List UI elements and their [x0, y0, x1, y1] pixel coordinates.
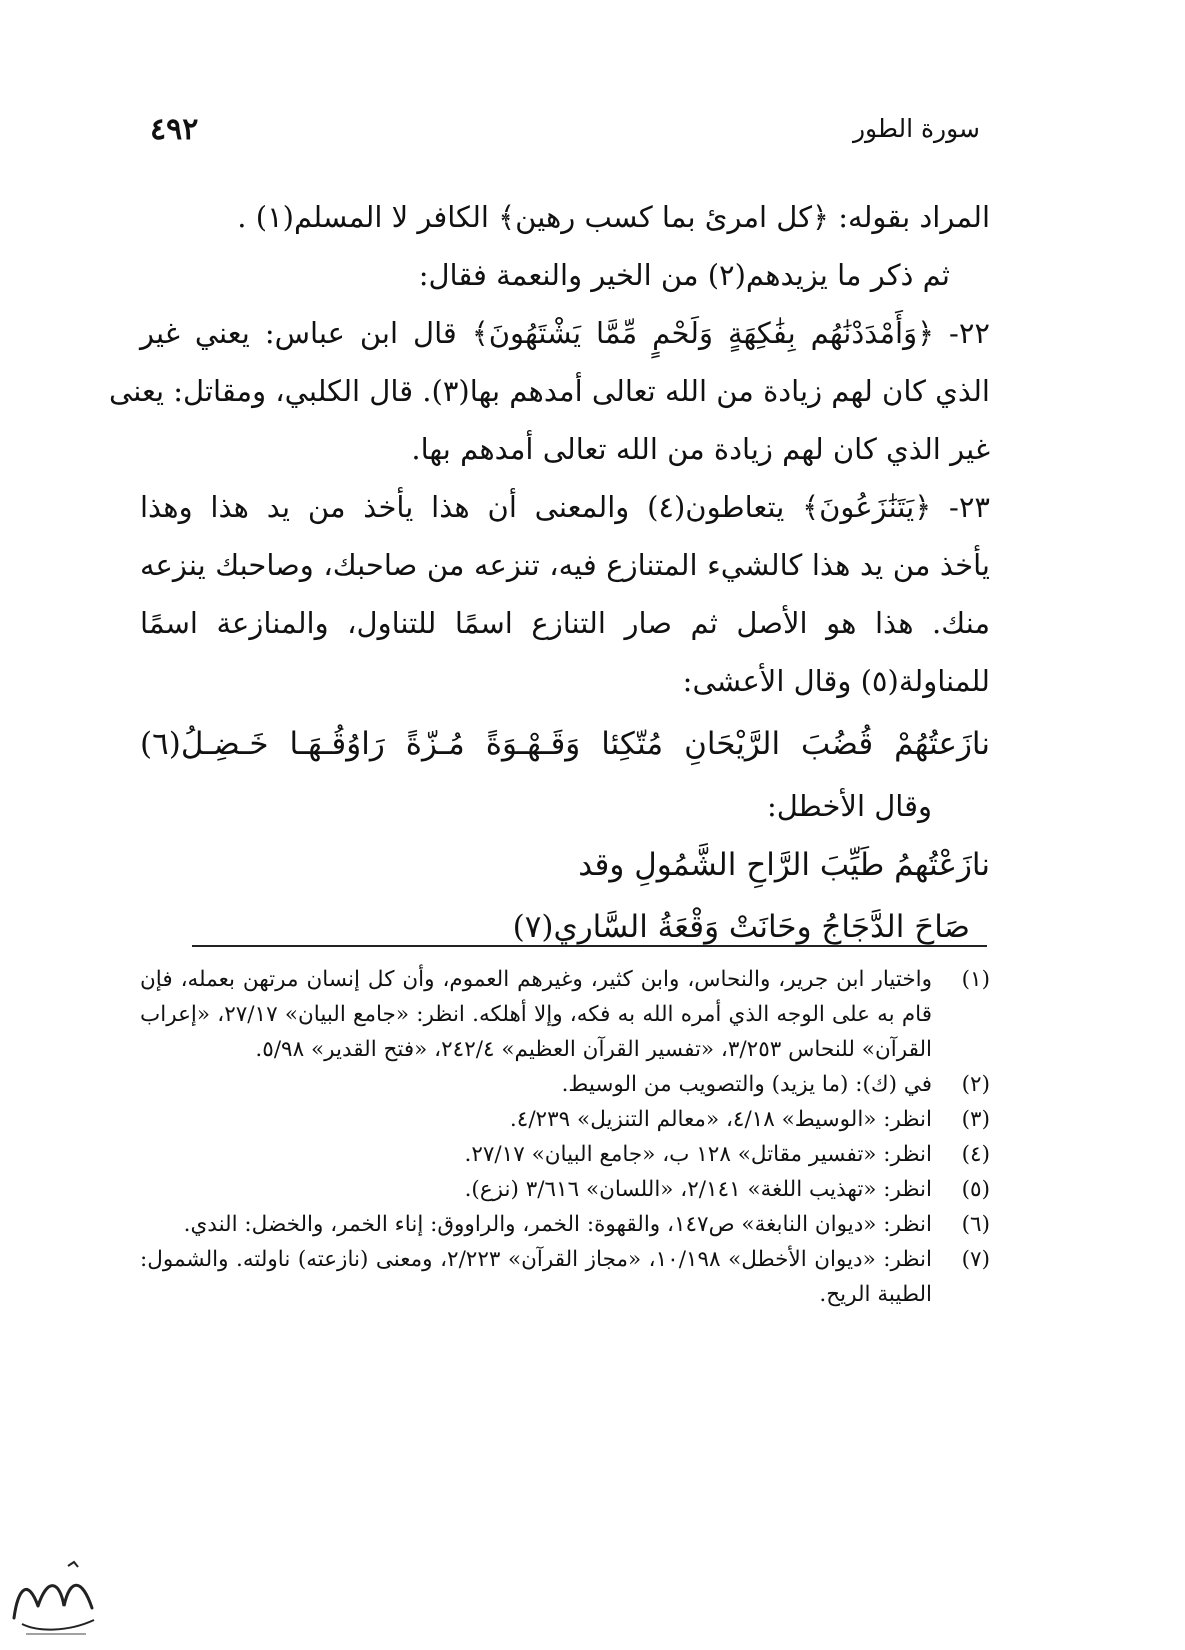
page-number: ٤٩٢	[150, 112, 199, 147]
footnote-text: انظر: «تفسير مقاتل» ١٢٨ ب، «جامع البيان» ٢٧/١٧.	[464, 1142, 932, 1167]
text-line: وقال الأخطل:	[766, 789, 932, 823]
footnote-number: (١)	[961, 967, 990, 992]
text-line: ٢٢- ﴿وَأَمْدَدْنَٰهُم بِفَٰكِهَةٍ وَلَحْمٍ مِّمَّا يَشْتَهُونَ﴾ قال ابن عباس: يعني غير	[140, 316, 990, 350]
text-line: غير الذي كان لهم زيادة من الله تعالى أمدهم بها.	[411, 432, 990, 466]
text-line: ٢٣- ﴿يَتَنَٰزَعُونَ﴾ يتعاطون(٤) والمعنى أن هذا يأخذ من يد هذا وهذا	[140, 490, 991, 524]
footnote-separator	[192, 945, 987, 947]
text-line: يأخذ من يد هذا كالشيء المتنازع فيه، تنزعه من صاحبك، وصاحبك ينزعه	[140, 548, 990, 582]
footnote	[140, 1067, 990, 1102]
footnote-number: (٢)	[961, 1072, 990, 1097]
poem-verse: صَاحَ الدَّجَاجُ وحَانَتْ وَقْعَةُ السَّاري(٧)	[512, 909, 970, 945]
footnote-text: في (ك): (ما يزيد) والتصويب من الوسيط.	[561, 1072, 932, 1097]
footnote-text: انظر: «الوسيط» ٤/١٨، «معالم التنزيل» ٤/٢٣٩.	[509, 1107, 932, 1132]
footnote-number: (٧)	[961, 1247, 990, 1272]
footnote	[140, 1207, 990, 1242]
footnote	[140, 1102, 990, 1137]
footnote-text: واختيار ابن جرير، والنحاس، وابن كثير، وغيرهم العموم، وأن كل إنسان مرتهن بعمله، فإن قام به على الوجه الذي أمره الله به فكه، وإلا أهلكه. انظر: «جامع البيان» ٢٧/١٧، «إعراب القرآن» للنحاس ٣/٢٥٣، «تفسير القرآن العظيم» ٢٤٢/٤، «فتح القدير» ٥/٩٨.	[140, 967, 932, 1062]
footnote	[140, 1242, 990, 1312]
footnote-number: (٤)	[961, 1142, 990, 1167]
footnote-number: (٦)	[961, 1212, 990, 1237]
footnote	[140, 962, 990, 1067]
page-header	[150, 112, 980, 152]
footnotes	[140, 962, 990, 1312]
footnote-text: انظر: «ديوان الأخطل» ١٠/١٩٨، «مجاز القرآن» ٢/٢٢٣، ومعنى (نازعته) ناولته. والشمول: الطيبة الريح.	[140, 1247, 932, 1307]
text-line: المراد بقوله: ﴿كل امرئ بما كسب رهين﴾ الكافر لا المسلم(١) .	[237, 200, 990, 234]
footnote	[140, 1137, 990, 1172]
text-line: للمناولة(٥) وقال الأعشى:	[682, 664, 990, 698]
footnote	[140, 1172, 990, 1207]
poem-verse: نازَعْتُهمُ طَيِّبَ الرَّاحِ الشَّمُولِ وقد	[578, 847, 990, 883]
poem-verse: نازَعتُهُمْ قُضُبَ الرَّيْحَانِ مُتّكِئا وَقَـهْـوَةً مُـزّةً رَاوُقُـهَـا خَـضِـلُ(٦)	[140, 726, 990, 762]
footnote-text: انظر: «تهذيب اللغة» ٢/١٤١، «اللسان» ٣/٦١٦ (نزع).	[464, 1177, 932, 1202]
footnote-number: (٥)	[961, 1177, 990, 1202]
text-line: ثم ذكر ما يزيدهم(٢) من الخير والنعمة فقال:	[418, 258, 950, 292]
footnote-text: انظر: «ديوان النابغة» ص١٤٧، والقهوة: الخمر، والراووق: إناء الخمر، والخضل: الندي.	[183, 1212, 932, 1237]
main-text	[109, 188, 991, 958]
text-line: الذي كان لهم زيادة من الله تعالى أمدهم بها(٣). قال الكلبي، ومقاتل: يعنى	[109, 374, 990, 408]
footnote-number: (٣)	[961, 1107, 990, 1132]
text-line: منك. هذا هو الأصل ثم صار التنازع اسمًا للتناول، والمنازعة اسمًا	[140, 606, 990, 640]
surah-title: سورة الطور	[852, 114, 980, 143]
publisher-logo	[8, 1548, 100, 1640]
